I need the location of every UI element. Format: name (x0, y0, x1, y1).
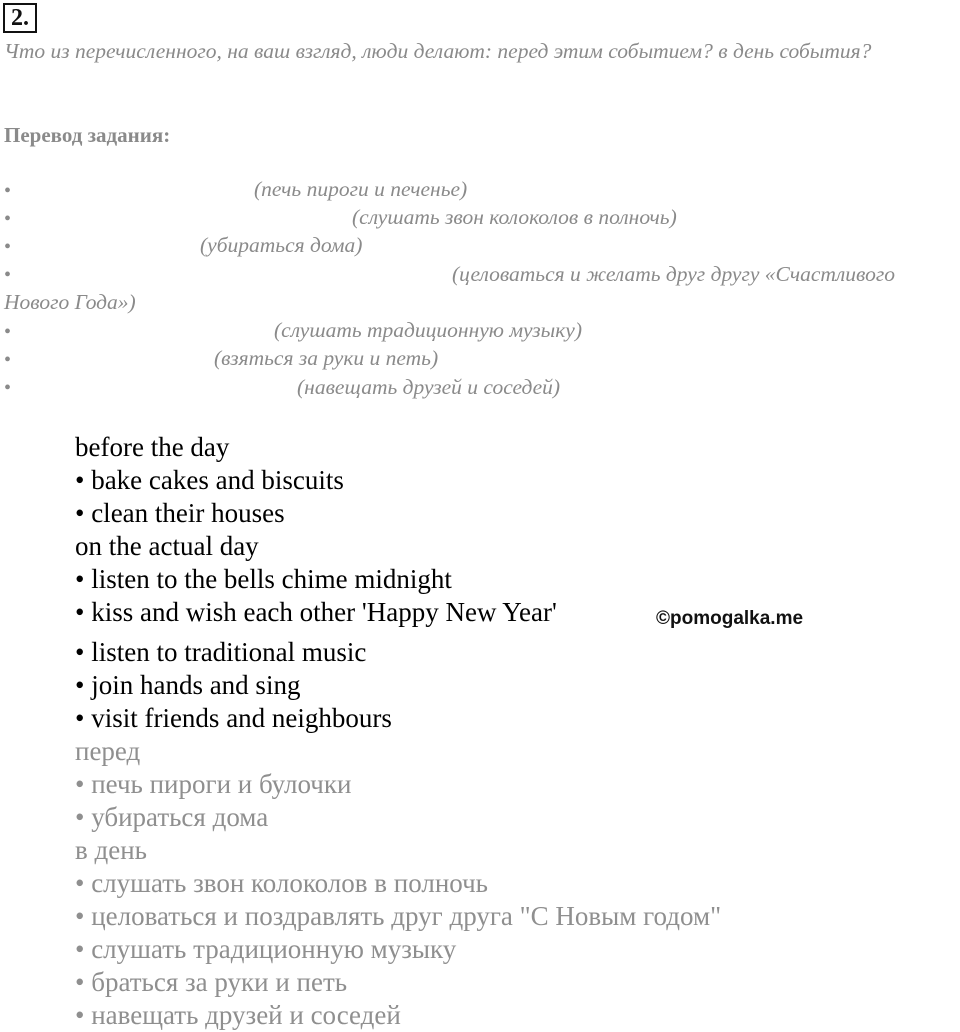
answer-item: • visit friends and neighbours (75, 703, 392, 733)
answer-item: • join hands and sing (75, 670, 301, 700)
russian-item: • убираться дома (75, 802, 269, 832)
answer-item: • clean their houses (75, 498, 285, 528)
russian-item: • печь пироги и булочки (75, 769, 352, 799)
translation-bullet: • (4, 208, 12, 230)
watermark: ©pomogalka.me (656, 608, 804, 629)
answer-item: • kiss and wish each other 'Happy New Year' (75, 597, 557, 627)
answer-item: • bake cakes and biscuits (75, 465, 344, 495)
task-number: 2. (3, 3, 37, 33)
russian-item: • браться за руки и петь (75, 967, 348, 997)
translation-bullet: • (4, 236, 12, 258)
translation-item: (взяться за руки и петь) (214, 346, 439, 370)
russian-item: • навещать друзей и соседей (75, 1000, 401, 1030)
answer-item: • listen to the bells chime midnight (75, 564, 452, 594)
translation-item: (навещать друзей и соседей) (297, 375, 561, 399)
translation-title: Перевод задания: (4, 123, 171, 147)
translation-item: (целоваться и желать друг другу «Счастливого (452, 262, 895, 286)
translation-bullet: • (4, 349, 12, 371)
translation-bullet: • (4, 180, 12, 202)
answer-item: • listen to traditional music (75, 637, 367, 667)
russian-heading: перед (75, 736, 141, 766)
translation-bullet: • (4, 264, 12, 286)
translation-item: (слушать звон колоколов в полночь) (352, 205, 677, 229)
translation-bullet: • (4, 377, 12, 399)
russian-item: • слушать звон колоколов в полночь (75, 868, 488, 898)
translation-bullet: • (4, 321, 12, 343)
translation-item: (печь пироги и печенье) (254, 177, 468, 201)
russian-item: • целоваться и поздравлять друг друга "С Новым годом" (75, 901, 722, 931)
translation-item: (убираться дома) (200, 233, 363, 257)
russian-heading: в день (75, 835, 147, 865)
translation-item: Нового Года») (4, 290, 136, 314)
russian-item: • слушать традиционную музыку (75, 934, 457, 964)
answer-heading: before the day (75, 432, 230, 462)
translation-item: (слушать традиционную музыку) (274, 318, 583, 342)
task-text: Что из перечисленного, на ваш взгляд, люди делают: перед этим событием? в день события? (4, 39, 872, 63)
answer-heading: on the actual day (75, 531, 259, 561)
